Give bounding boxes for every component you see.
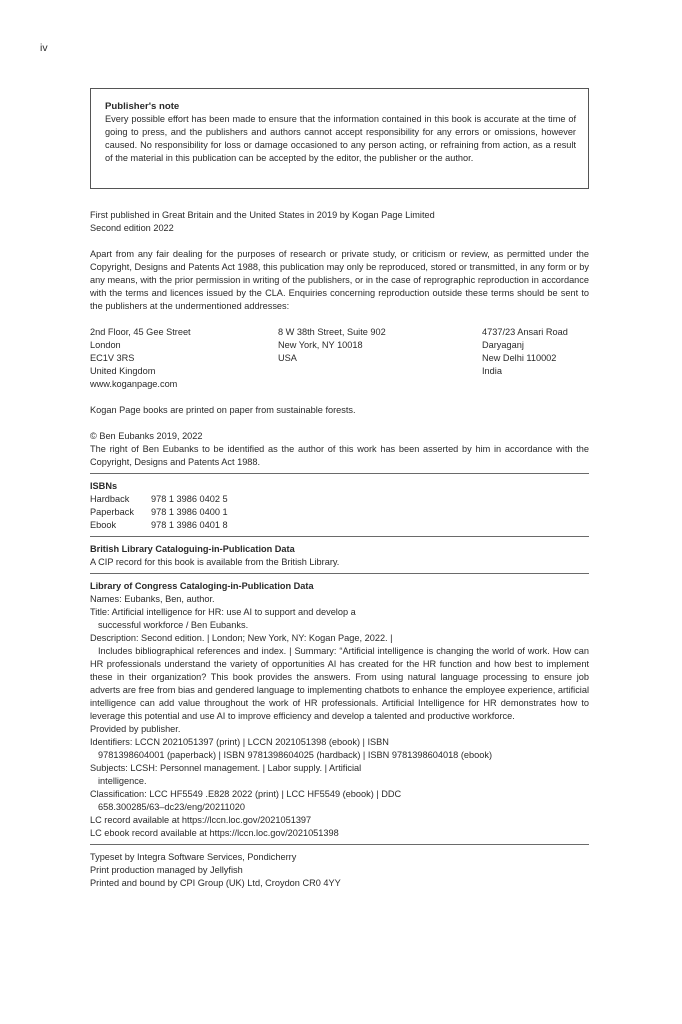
loc-subjects: Subjects: LCSH: Personnel management. | Labor supply. | Artificial xyxy=(90,763,362,773)
print-production: Print production managed by Jellyfish xyxy=(90,865,243,875)
address-line: Daryaganj xyxy=(482,340,524,350)
address-line: London xyxy=(90,340,121,350)
isbn-value: 978 1 3986 0402 5 xyxy=(151,494,228,504)
first-published: First published in Great Britain and the United States in 2019 by Kogan Page Limited xyxy=(90,210,435,220)
isbn-label: Hardback xyxy=(90,494,130,504)
loc-ebook-record-link: LC ebook record available at https://lccn.loc.gov/2021051398 xyxy=(90,828,339,838)
loc-heading: Library of Congress Cataloging-in-Publication Data xyxy=(90,581,314,591)
isbn-value: 978 1 3986 0401 8 xyxy=(151,520,228,530)
address-line: EC1V 3RS xyxy=(90,353,135,363)
address-line: 8 W 38th Street, Suite 902 xyxy=(278,327,386,337)
author-rights: The right of Ben Eubanks to be identified as the author of this work has been asserted by him in accordance with the Copyright, Designs and Patents Act 1988. xyxy=(90,444,589,467)
loc-provided-by: Provided by publisher. xyxy=(90,724,181,734)
address-new-york xyxy=(278,326,482,391)
british-library-heading: British Library Cataloguing-in-Publication Data xyxy=(90,544,295,554)
publishers-note-title: Publisher's note xyxy=(105,101,180,112)
second-edition: Second edition 2022 xyxy=(90,223,174,233)
divider xyxy=(90,473,589,474)
loc-names: Names: Eubanks, Ben, author. xyxy=(90,594,215,604)
loc-summary: Includes bibliographical references and index. | Summary: “Artificial intelligence is changing the world of work. How can HR professionals understand the variety of opportunities AI has created for the HR function and how best to implement these in their organization? This book provides the answers. From using natural language processing to ensure job adverts are free from bias and gendered language to implementing chatbots to enhance the employee experience, artificial intelligence can add value throughout the work of HR professionals. Artificial Intelligence for HR demonstrates how to leverage this potential and use AI to improve efficiency and develop a talented and productive workforce. xyxy=(90,646,589,721)
isbn-row xyxy=(90,519,589,532)
address-new-delhi xyxy=(482,326,589,391)
typeset-by: Typeset by Integra Software Services, Pondicherry xyxy=(90,852,297,862)
address-line: New Delhi 110002 xyxy=(482,353,557,363)
divider xyxy=(90,844,589,845)
copyright-page-content xyxy=(90,209,589,890)
publishers-note-text: Every possible effort has been made to ensure that the information contained in this book is accurate at the time of going to press, and the publishers and authors cannot accept responsibility for any errors or omissions, however caused. No responsibility for loss or damage occasioned to any person acting, or refraining from action, as a result of the material in this publication can be accepted by the editor, the publisher or the author. xyxy=(105,114,576,163)
website-link[interactable]: www.koganpage.com xyxy=(90,379,178,389)
address-london xyxy=(90,326,278,391)
divider xyxy=(90,573,589,574)
loc-description: Description: Second edition. | London; New York, NY: Kogan Page, 2022. | xyxy=(90,633,393,643)
address-line: USA xyxy=(278,353,297,363)
address-line: 4737/23 Ansari Road xyxy=(482,327,568,337)
british-library-text: A CIP record for this book is available from the British Library. xyxy=(90,557,340,567)
loc-classification-continued: 658.300285/63–dc23/eng/20211020 xyxy=(98,802,245,812)
printed-and-bound: Printed and bound by CPI Group (UK) Ltd, Croydon CR0 4YY xyxy=(90,878,341,888)
copyright-line: © Ben Eubanks 2019, 2022 xyxy=(90,431,203,441)
divider xyxy=(90,536,589,537)
isbns-heading: ISBNs xyxy=(90,481,118,491)
address-line: India xyxy=(482,366,502,376)
page-number: iv xyxy=(40,42,48,54)
loc-title-continued: successful workforce / Ben Eubanks. xyxy=(98,620,249,630)
loc-subjects-continued: intelligence. xyxy=(98,776,147,786)
loc-record-link: LC record available at https://lccn.loc.gov/2021051397 xyxy=(90,815,312,825)
loc-identifiers: Identifiers: LCCN 2021051397 (print) | LCCN 2021051398 (ebook) | ISBN xyxy=(90,737,389,747)
address-line: New York, NY 10018 xyxy=(278,340,363,350)
isbn-label: Paperback xyxy=(90,507,134,517)
sustainable-forests-note: Kogan Page books are printed on paper from sustainable forests. xyxy=(90,405,356,415)
publisher-addresses xyxy=(90,326,589,391)
isbn-row xyxy=(90,506,589,519)
copyright-paragraph: Apart from any fair dealing for the purposes of research or private study, or criticism or review, as permitted under the Copyright, Designs and Patents Act 1988, this publication may only be reproduced, stored or transmitted, in any form or by any means, with the prior permission in writing of the publishers, or in the case of reprographic reproduction in accordance with the terms and licences issued by the CLA. Enquiries concerning reproduction outside these terms should be sent to the publishers at the undermentioned addresses: xyxy=(90,249,589,311)
address-line: 2nd Floor, 45 Gee Street xyxy=(90,327,191,337)
isbn-label: Ebook xyxy=(90,520,117,530)
loc-classification: Classification: LCC HF5549 .E828 2022 (print) | LCC HF5549 (ebook) | DDC xyxy=(90,789,402,799)
isbn-value: 978 1 3986 0400 1 xyxy=(151,507,228,517)
publishers-note-box xyxy=(90,88,589,189)
loc-title: Title: Artificial intelligence for HR: use AI to support and develop a xyxy=(90,607,356,617)
loc-identifiers-continued: 9781398604001 (paperback) | ISBN 9781398604025 (hardback) | ISBN 9781398604018 (ebook) xyxy=(98,750,492,760)
address-line: United Kingdom xyxy=(90,366,156,376)
isbn-row xyxy=(90,493,589,506)
